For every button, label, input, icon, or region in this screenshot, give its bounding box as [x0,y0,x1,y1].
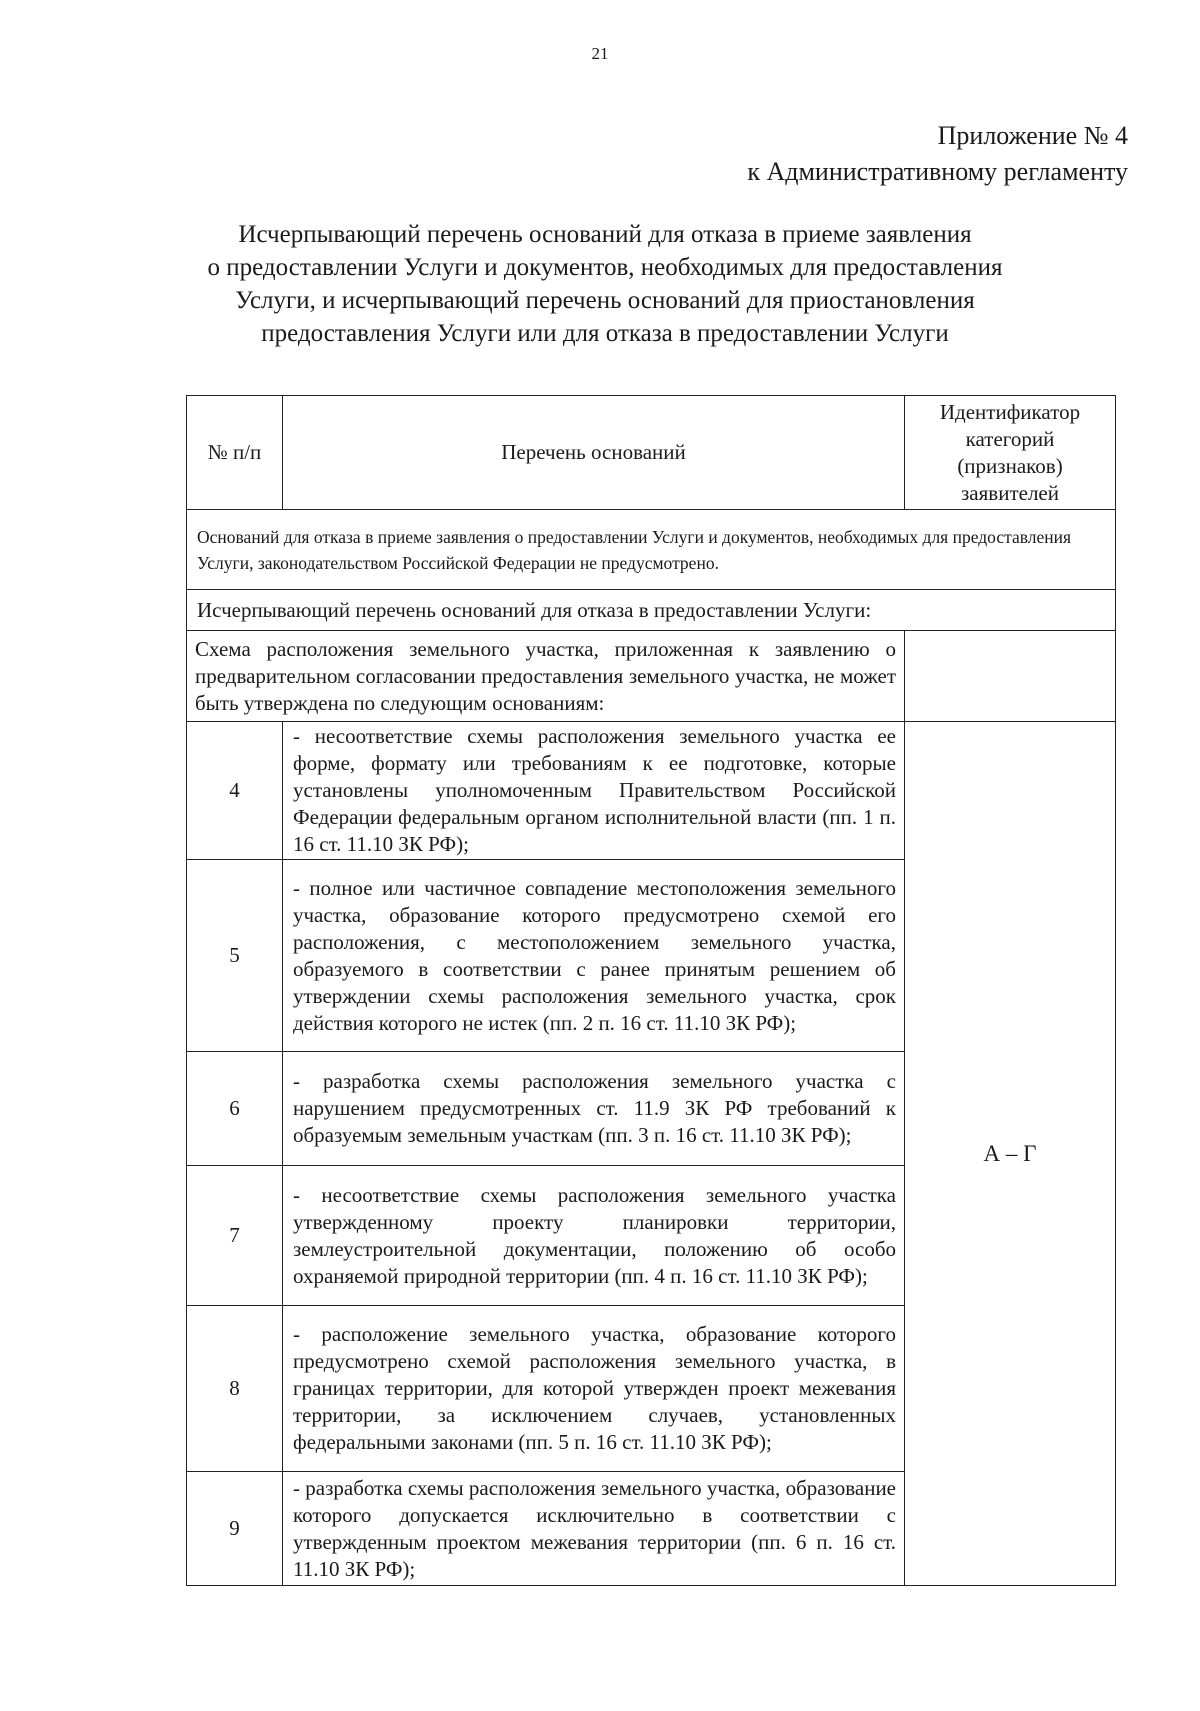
row-number: 4 [187,722,283,860]
row-text: - разработка схемы расположения земельного участка, образование которого допускается исключительно в соответствии с утвержденным проектом межевания территории (пп. 6 п. 16 ст. 11.10 ЗК РФ); [283,1472,905,1586]
refusal-section-title: Исчерпывающий перечень оснований для отказа в предоставлении Услуги: [187,590,1116,631]
header-grounds: Перечень оснований [283,396,905,510]
document-title-line: предоставления Услуги или для отказа в предоставлении Услуги [261,320,949,347]
category-identifier: А – Г [905,722,1116,1586]
header-number: № п/п [187,396,283,510]
scheme-intro-row [187,631,1116,722]
row-number: 9 [187,1472,283,1586]
refusal-section-row [187,590,1116,631]
row-text: - расположение земельного участка, образование которого предусмотрено схемой расположения земельного участка, в границах территории, для которой утвержден проект межевания территории, за исключением случаев, установленных федеральными законами (пп. 5 п. 16 ст. 11.10 ЗК РФ); [283,1306,905,1472]
document-title [150,218,1060,350]
header-identifier: Идентификатор категорий (признаков) заявителей [905,396,1116,510]
row-number: 5 [187,860,283,1052]
row-text: - несоответствие схемы расположения земельного участка утвержденному проекту планировки территории, землеустроительной документации, положению об особо охраняемой природной территории (пп. 4 п. 16 ст. 11.10 ЗК РФ); [283,1166,905,1306]
row-number: 7 [187,1166,283,1306]
page-number: 21 [591,44,609,63]
row-text: - разработка схемы расположения земельного участка с нарушением предусмотренных ст. 11.9 ЗК РФ требований к образуемым земельным участкам (пп. 3 п. 16 ст. 11.10 ЗК РФ); [283,1052,905,1166]
reception-note-row [187,510,1116,590]
document-title-line: Услуги, и исчерпывающий перечень оснований для приостановления [235,287,975,314]
row-number: 6 [187,1052,283,1166]
appendix-title: Приложение № 4 [937,121,1128,150]
scheme-intro-empty-cell [905,631,1116,722]
table-header-row [187,396,1116,510]
appendix-subtitle: к Административному регламенту [747,157,1128,186]
document-title-line: Исчерпывающий перечень оснований для отказа в приеме заявления [238,221,972,248]
document-title-line: о предоставлении Услуги и документов, необходимых для предоставления [207,254,1003,281]
appendix-heading [747,118,1128,190]
row-number: 8 [187,1306,283,1472]
scheme-intro: Схема расположения земельного участка, приложенная к заявлению о предварительном согласовании предоставления земельного участка, не может быть утверждена по следующим основаниям: [187,631,905,722]
grounds-table [186,395,1116,1586]
table-row [187,722,1116,860]
row-text: - полное или частичное совпадение местоположения земельного участка, образование которого предусмотрено схемой его расположения, с местоположением земельного участка, образуемого в соответствии с ранее принятым решением об утверждении схемы расположения земельного участка, срок действия которого не истек (пп. 2 п. 16 ст. 11.10 ЗК РФ); [283,860,905,1052]
row-text: - несоответствие схемы расположения земельного участка ее форме, формату или требованиям к ее подготовке, которые установлены уполномоченным Правительством Российской Федерации федеральным органом исполнительной власти (пп. 1 п. 16 ст. 11.10 ЗК РФ); [283,722,905,860]
reception-note: Оснований для отказа в приеме заявления о предоставлении Услуги и документов, необходимых для предоставления Услуги, законодательством Российской Федерации не предусмотрено. [187,510,1116,590]
